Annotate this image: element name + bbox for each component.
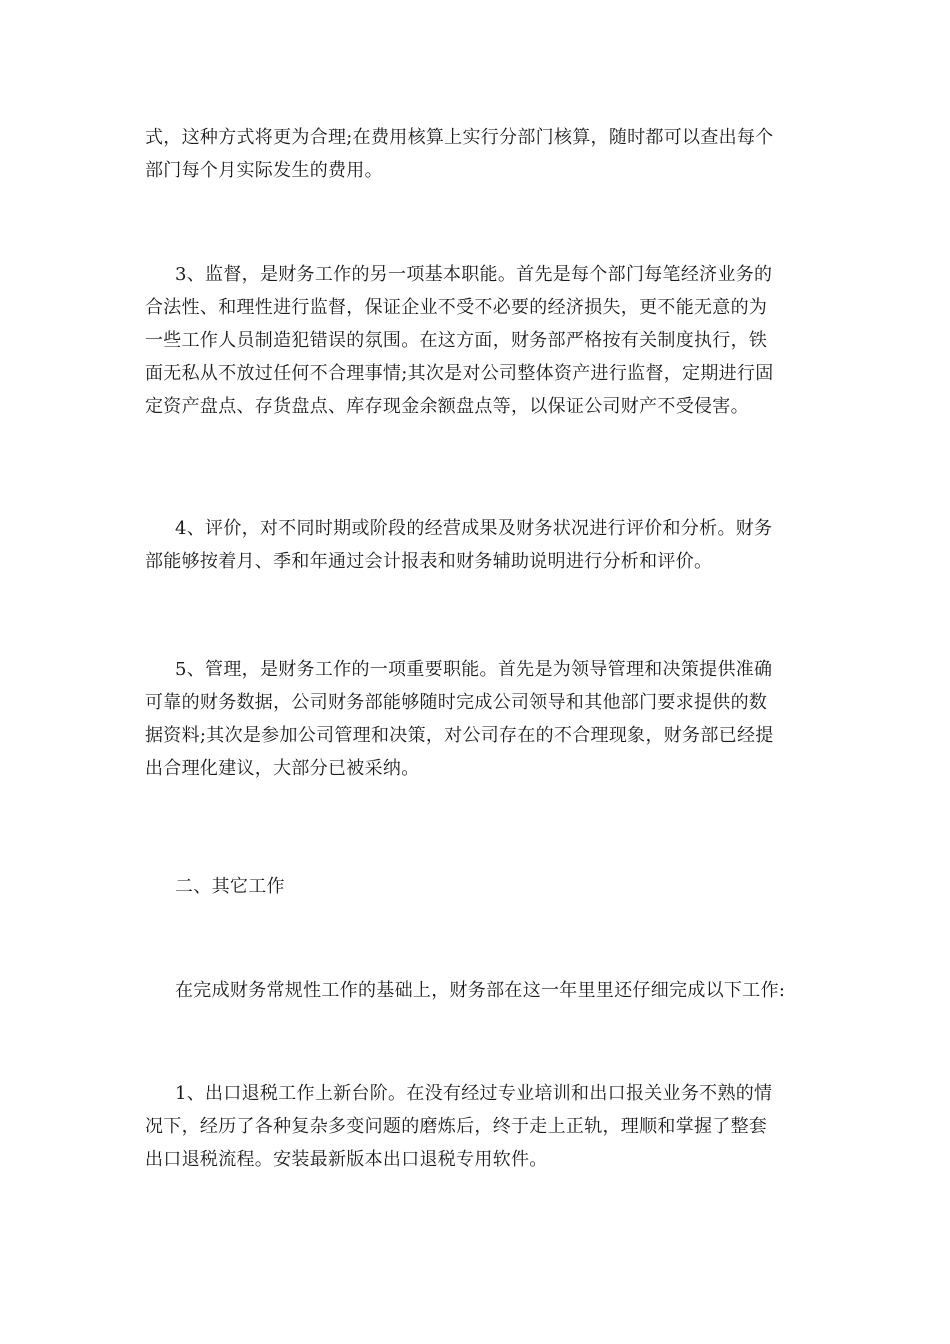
text-line: 合法性、和理性进行监督，保证企业不受不必要的经济损失，更不能无意的为: [145, 297, 768, 318]
paragraph-supervision: [145, 258, 810, 423]
text-line: 部门每个月实际发生的费用。: [145, 160, 383, 181]
text-line: 1、出口退税工作上新台阶。在没有经过专业培训和出口报关业务不熟的情: [175, 1083, 773, 1104]
text-line: 部能够按着月、季和年通过会计报表和财务辅助说明进行分析和评价。: [145, 551, 713, 572]
paragraph-evaluation: [145, 512, 810, 578]
section-heading: [145, 870, 810, 903]
text-line: 4、评价，对不同时期或阶段的经营成果及财务状况进行评价和分析。财务: [175, 518, 773, 539]
text-line: 出口退税流程。安装最新版本出口退税专用软件。: [145, 1149, 548, 1170]
text-line: 据资料;其次是参加公司管理和决策，对公司存在的不合理现象，财务部已经提: [145, 725, 774, 746]
paragraph-export-tax: [145, 1077, 810, 1176]
text-line: 一些工作人员制造犯错误的氛围。在这方面，财务部严格按有关制度执行，铁: [145, 330, 768, 351]
text-line: 5、管理，是财务工作的一项重要职能。首先是为领导管理和决策提供准确: [175, 659, 773, 680]
text-line: 3、监督，是财务工作的另一项基本职能。首先是每个部门每笔经济业务的: [175, 264, 773, 285]
text-line: 可靠的财务数据，公司财务部能够随时完成公司领导和其他部门要求提供的数: [145, 692, 768, 713]
paragraph-intro: [145, 974, 810, 1007]
paragraph-continuation: [145, 121, 810, 187]
text-line: 出合理化建议，大部分已被采纳。: [145, 758, 420, 779]
text-line: 面无私从不放过任何不合理事情;其次是对公司整体资产进行监督，定期进行固: [145, 363, 774, 384]
text-line: 况下，经历了各种复杂多变问题的磨炼后，终于走上正轨，理顺和掌握了整套: [145, 1116, 768, 1137]
text-line: 式，这种方式将更为合理;在费用核算上实行分部门核算，随时都可以查出每个: [145, 127, 774, 148]
text-line: 定资产盘点、存货盘点、库存现金余额盘点等，以保证公司财产不受侵害。: [145, 396, 749, 417]
heading-text: 二、其它工作: [175, 876, 285, 897]
paragraph-management: [145, 653, 810, 785]
text-line: 在完成财务常规性工作的基础上，财务部在这一年里里还仔细完成以下工作:: [175, 980, 786, 1001]
